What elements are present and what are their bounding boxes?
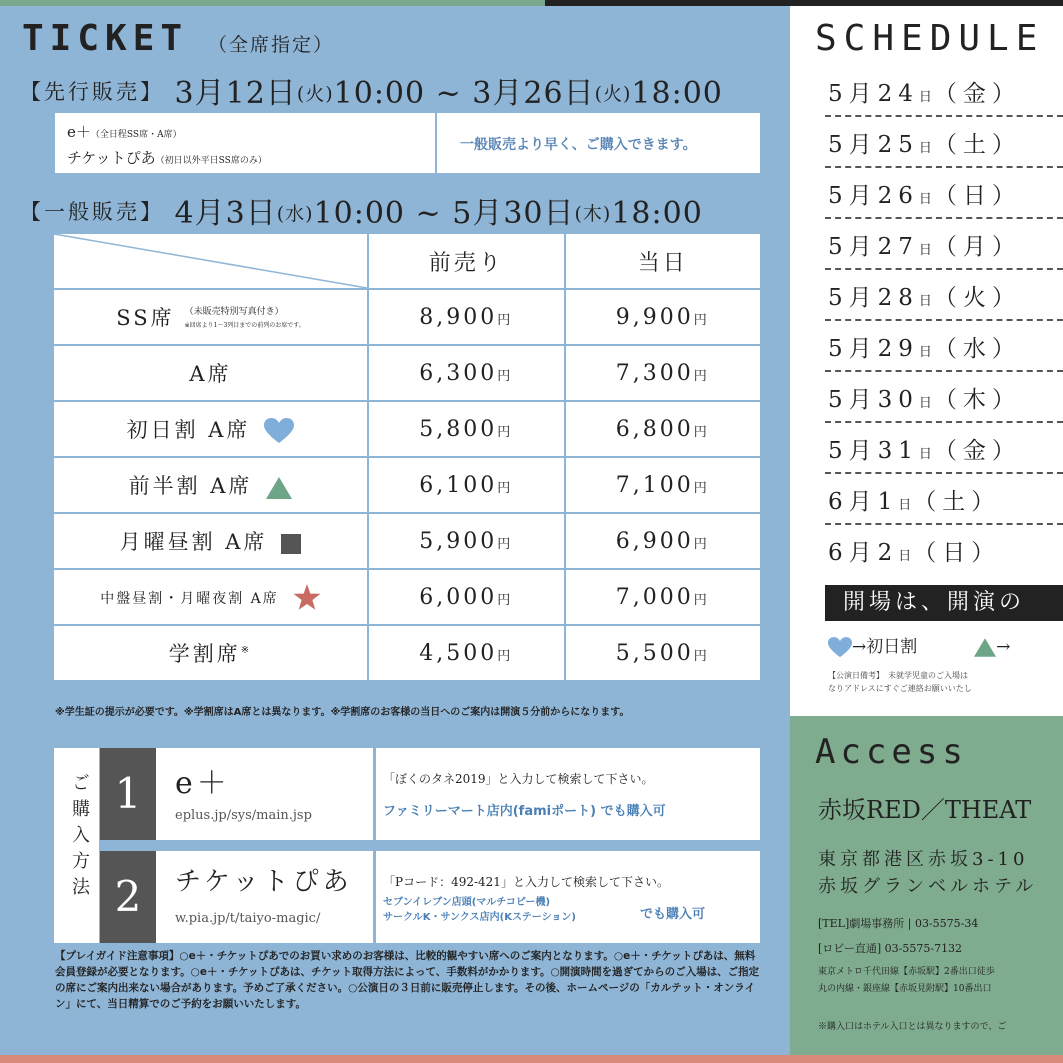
heart-icon	[828, 637, 852, 658]
venue-route-2: 丸の内線・銀座線【赤坂見附駅】10番出口	[818, 984, 992, 994]
presale-eplus-note: （全日程SS席・A席）	[90, 130, 182, 140]
schedule-legend	[828, 632, 1010, 658]
schedule-day-suffix: 日	[918, 345, 934, 360]
presale-pia-name: チケットぴあ	[67, 149, 156, 167]
price-advance	[368, 569, 565, 625]
yen-unit: 円	[693, 480, 710, 496]
opening-note: 開場は、開演の	[825, 585, 1063, 621]
general-sale-end-weekday: (木)	[574, 203, 612, 225]
table-row	[53, 401, 761, 457]
schedule-date: 6月2	[828, 540, 899, 566]
method-store-note: ファミリーマート店内(famiポート) でも購入可	[383, 804, 666, 819]
presale-box	[55, 113, 760, 173]
notice-line-1: 【公演日備考】 未就学児童のご入場は	[828, 671, 968, 680]
price-door	[565, 569, 762, 625]
triangle-icon	[266, 477, 292, 499]
schedule-item	[828, 228, 1021, 261]
schedule-separator	[825, 523, 1063, 525]
seat-name: 学割席	[168, 642, 241, 666]
presale-start-weekday: (火)	[296, 83, 334, 105]
general-sale-start-weekday: (水)	[276, 203, 314, 225]
general-sale-start: 4月3日	[174, 196, 277, 231]
access-title: Access	[815, 732, 968, 772]
presale-divider	[435, 113, 437, 173]
schedule-day-suffix: 日	[918, 243, 934, 258]
price-value: 6,300	[419, 360, 498, 386]
seat-a	[53, 345, 368, 401]
seat-ss	[53, 289, 368, 345]
method-name: e＋	[175, 766, 231, 801]
price-value: 7,100	[615, 472, 694, 498]
general-sale-range: 10:00 ~ 5月30日	[313, 196, 575, 231]
schedule-weekday: （土）	[933, 132, 1021, 158]
purchase-method-pia	[100, 851, 760, 943]
seat-name: 初日割 A席	[126, 417, 251, 442]
schedule-date: 5月25	[828, 132, 919, 158]
price-advance	[368, 513, 565, 569]
table-row	[53, 289, 761, 345]
legend-arrow: →	[996, 637, 1011, 657]
general-sale-end-time: 18:00	[611, 196, 703, 231]
presale-eplus	[67, 121, 182, 142]
price-value: 5,800	[419, 416, 498, 442]
venue-name: 赤坂RED／THEAT	[818, 796, 1032, 824]
schedule-weekday: （日）	[913, 540, 1001, 566]
triangle-icon	[974, 638, 996, 657]
yen-unit: 円	[693, 592, 710, 608]
seat-monday-matinee	[53, 513, 368, 569]
method-store-2: サークルK・サンクス店内(Kステーション)	[383, 912, 576, 923]
ticket-subtitle: （全席指定）	[208, 34, 335, 56]
schedule-item	[828, 534, 1000, 567]
schedule-item	[828, 432, 1021, 465]
price-door	[565, 401, 762, 457]
method-instruction: 「Pコード：492-421」と入力して検索して下さい。	[383, 875, 669, 889]
schedule-day-suffix: 日	[918, 447, 934, 462]
schedule-weekday: （金）	[933, 81, 1021, 107]
schedule-date: 5月26	[828, 183, 919, 209]
purchase-label: ご購入方法	[69, 773, 90, 903]
price-value: 7,300	[615, 360, 694, 386]
price-door	[565, 457, 762, 513]
price-advance	[368, 289, 565, 345]
method-number: 2	[100, 851, 156, 943]
yen-unit: 円	[497, 648, 514, 664]
price-advance	[368, 401, 565, 457]
schedule-item	[828, 126, 1021, 159]
schedule-item	[828, 330, 1021, 363]
price-door	[565, 345, 762, 401]
yen-unit: 円	[497, 536, 514, 552]
header-advance: 前売り	[368, 233, 565, 289]
seat-name: 前半割 A席	[128, 474, 253, 498]
seat-student	[53, 625, 368, 681]
seat-name: A席	[189, 362, 232, 386]
schedule-day-suffix: 日	[898, 549, 914, 564]
schedule-notice	[828, 669, 972, 695]
yen-unit: 円	[693, 368, 710, 384]
price-advance	[368, 345, 565, 401]
general-sale-line	[20, 188, 703, 232]
seat-name: 中盤昼割・月曜夜割 A席	[100, 590, 279, 607]
seat-name: 月曜昼割 A席	[119, 530, 268, 554]
venue-address-1: 東京都港区赤坂3-10	[818, 849, 1029, 870]
price-door	[565, 625, 762, 681]
price-value: 8,900	[419, 304, 498, 330]
schedule-separator	[825, 217, 1063, 219]
price-value: 6,100	[419, 472, 498, 498]
presale-label: 【先行販売】	[20, 80, 164, 104]
price-value: 9,900	[615, 304, 694, 330]
header-corner	[53, 233, 368, 289]
price-table	[52, 232, 762, 682]
seat-name: SS席	[116, 305, 175, 330]
yen-unit: 円	[497, 312, 514, 328]
square-icon	[281, 534, 301, 554]
seat-first-day	[53, 401, 368, 457]
schedule-day-suffix: 日	[898, 498, 914, 513]
schedule-separator	[825, 319, 1063, 321]
venue-route-1: 東京メトロ千代田線【赤坂駅】2番出口徒歩	[818, 967, 995, 977]
price-value: 6,900	[615, 528, 694, 554]
table-row	[53, 513, 761, 569]
general-sale-label: 【一般販売】	[20, 200, 164, 224]
heart-icon	[264, 418, 294, 444]
seat-mid-matinee	[53, 569, 368, 625]
seat-first-half	[53, 457, 368, 513]
presale-note: 一般販売より早く、ご購入できます。	[460, 137, 697, 153]
schedule-date: 5月27	[828, 234, 919, 260]
schedule-weekday: （火）	[933, 285, 1021, 311]
header-diagonal	[54, 234, 367, 288]
schedule-weekday: （水）	[933, 336, 1021, 362]
method-url[interactable]: w.pia.jp/t/taiyo-magic/	[175, 911, 321, 926]
yen-unit: 円	[497, 592, 514, 608]
price-value: 6,800	[615, 416, 694, 442]
schedule-item	[828, 483, 1000, 516]
presale-eplus-name: e＋	[67, 123, 91, 141]
purchase-label-box	[54, 748, 99, 943]
price-value: 7,000	[615, 584, 694, 610]
schedule-separator	[825, 370, 1063, 372]
seat-note	[185, 306, 305, 332]
venue-address-2: 赤坂グランベルホテル	[818, 876, 1038, 897]
schedule-separator	[825, 472, 1063, 474]
schedule-date: 5月24	[828, 81, 919, 107]
table-row	[53, 569, 761, 625]
yen-unit: 円	[497, 424, 514, 440]
legend-first-day: →初日割	[852, 637, 918, 657]
presale-range: 10:00 ~ 3月26日	[333, 76, 595, 111]
schedule-weekday: （金）	[933, 438, 1021, 464]
price-value: 5,500	[615, 640, 694, 666]
schedule-day-suffix: 日	[918, 192, 934, 207]
schedule-weekday: （土）	[913, 489, 1001, 515]
method-name: チケットぴあ	[175, 867, 353, 897]
price-value: 6,000	[419, 584, 498, 610]
seat-mark: ※	[240, 645, 253, 656]
header-door: 当日	[565, 233, 762, 289]
schedule-date: 6月1	[828, 489, 899, 515]
price-value: 5,900	[419, 528, 498, 554]
playguide-notes: 【プレイガイド注意事項】○e＋・チケットぴあでのお買い求めのお客様は、比較的観やすい席へのご案内となります。○e＋・チケットぴあは、無料会員登録が必要となります。○e＋・チケットぴあは、チケット取得方法によって、手数料がかかります。○開演時間を過ぎてからのご入場は、ご指定の席にご案内出来ない場合があります。予めご了承ください。○公演日の３日前に販売停止します。その後、ホームページの「カルテット・オンライン」にて、当日精算でのご予約をお願いいたします。	[55, 950, 760, 1010]
notice-line-2: なりアドレスにすぐご連絡お願いいたし	[828, 684, 972, 693]
schedule-separator	[825, 166, 1063, 168]
price-door	[565, 513, 762, 569]
method-divider	[373, 851, 376, 943]
method-number: 1	[100, 748, 156, 840]
table-row	[53, 625, 761, 681]
table-footnote: ※学生証の提示が必要です。※学割席はA席とは異なります。※学割席のお客様の当日へのご案内は開演５分前からになります。	[55, 707, 630, 718]
schedule-item	[828, 279, 1021, 312]
method-divider	[373, 748, 376, 840]
schedule-title: SCHEDULE	[815, 18, 1045, 59]
yen-unit: 円	[693, 648, 710, 664]
schedule-item	[828, 75, 1021, 108]
price-door	[565, 289, 762, 345]
venue-tel: [TEL]劇場事務所 | 03-5575-34	[818, 917, 979, 930]
schedule-weekday: （日）	[933, 183, 1021, 209]
yen-unit: 円	[497, 368, 514, 384]
schedule-date: 5月29	[828, 336, 919, 362]
bottom-accent-bar	[0, 1055, 1063, 1063]
star-icon	[293, 584, 321, 611]
method-store-1: セブンイレブン店頭(マルチコピー機)	[383, 897, 551, 908]
seat-note-2: ※回席より1～3列目までの前列のお席です。	[184, 322, 305, 330]
presale-start: 3月12日	[174, 76, 297, 111]
schedule-separator	[825, 421, 1063, 423]
price-value: 4,500	[419, 640, 498, 666]
presale-end-weekday: (火)	[594, 83, 632, 105]
yen-unit: 円	[693, 424, 710, 440]
yen-unit: 円	[497, 480, 514, 496]
venue-lobby-tel: [ロビー直通] 03-5575-7132	[818, 942, 963, 955]
schedule-date: 5月28	[828, 285, 919, 311]
schedule-day-suffix: 日	[918, 90, 934, 105]
seat-note-1: （未販売特別写真付き）	[184, 307, 284, 318]
schedule-item	[828, 381, 1021, 414]
schedule-separator	[825, 268, 1063, 270]
schedule-weekday: （月）	[933, 234, 1021, 260]
table-row	[53, 345, 761, 401]
method-store-note: でも購入可	[640, 907, 706, 922]
schedule-date: 5月30	[828, 387, 919, 413]
table-row	[53, 457, 761, 513]
method-instruction: 「ぼくのタネ2019」と入力して検索して下さい。	[383, 772, 654, 786]
method-store-list	[383, 895, 576, 925]
presale-line	[20, 68, 723, 112]
schedule-weekday: （木）	[933, 387, 1021, 413]
price-table-header	[53, 233, 761, 289]
presale-pia-note: （初日以外平日SS席のみ）	[155, 156, 267, 166]
venue-route-3: ※購入口はホテル入口とは異なりますので、ご	[818, 1022, 1007, 1032]
ticket-title: TICKET	[22, 18, 189, 59]
schedule-separator	[825, 115, 1063, 117]
purchase-method-eplus	[100, 748, 760, 840]
schedule-date: 5月31	[828, 438, 919, 464]
schedule-day-suffix: 日	[918, 294, 934, 309]
schedule-day-suffix: 日	[918, 396, 934, 411]
price-advance	[368, 457, 565, 513]
method-url[interactable]: eplus.jp/sys/main.jsp	[175, 808, 312, 823]
yen-unit: 円	[693, 312, 710, 328]
schedule-item	[828, 177, 1021, 210]
schedule-day-suffix: 日	[918, 141, 934, 156]
presale-end-time: 18:00	[631, 76, 723, 111]
yen-unit: 円	[693, 536, 710, 552]
presale-pia	[67, 147, 267, 168]
price-advance	[368, 625, 565, 681]
